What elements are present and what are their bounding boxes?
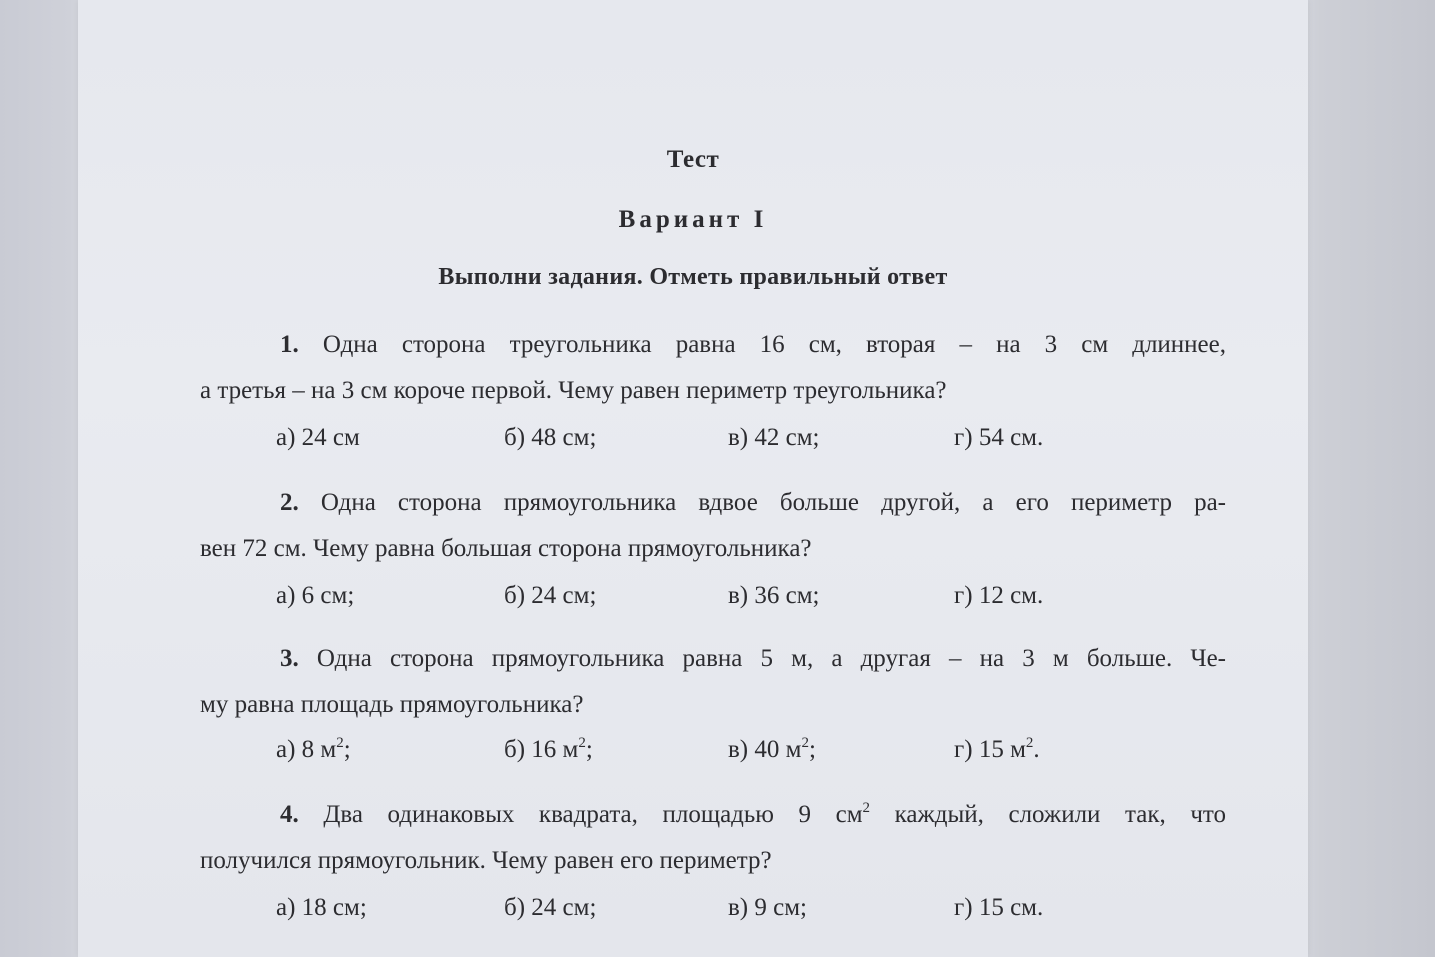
answer-option[interactable]: г) 12 см.	[954, 582, 1044, 609]
answer-option[interactable]	[954, 736, 1040, 764]
question-2-text-1: Одна сторона прямоугольника вдвое больше другой, а его периметр ра-	[320, 489, 1226, 516]
question-3-options	[276, 736, 1176, 776]
question-4-text-1b: каждый, сложили так, что	[870, 801, 1226, 828]
question-2-number: 2.	[280, 489, 299, 516]
answer-option[interactable]: г) 54 см.	[954, 424, 1044, 451]
superscript: 2	[578, 735, 586, 751]
superscript: 2	[1025, 735, 1034, 751]
answer-option[interactable]: б) 48 см;	[504, 424, 597, 451]
question-4-number: 4.	[280, 801, 299, 828]
question-1-line-1	[200, 322, 1226, 368]
answer-option[interactable]: в) 42 см;	[728, 424, 820, 451]
answer-option[interactable]	[728, 736, 816, 764]
question-2-options	[276, 582, 1176, 622]
answer-option[interactable]	[276, 736, 351, 764]
question-1-number: 1.	[280, 331, 299, 358]
variant-title: Вариант I	[618, 206, 768, 233]
superscript: 2	[336, 735, 344, 751]
answer-option[interactable]: в) 36 см;	[728, 582, 820, 609]
question-3-text-1: Одна сторона прямоугольника равна 5 м, а другая – на 3 м больше. Че-	[316, 645, 1227, 672]
question-3-text-2: му равна площадь прямоугольника?	[200, 691, 584, 718]
answer-option-text: б) 16 м	[504, 736, 579, 763]
answer-option[interactable]: а) 6 см;	[276, 582, 355, 609]
question-2-text-2: вен 72 см. Чему равна большая сторона прямоугольника?	[200, 535, 812, 562]
question-2-line-1	[200, 480, 1226, 526]
answer-option-punct: ;	[808, 736, 816, 763]
question-1-options	[276, 424, 1176, 464]
answer-option[interactable]	[504, 736, 593, 764]
question-1-text-2: а третья – на 3 см короче первой. Чему равен периметр треугольника?	[200, 377, 947, 404]
test-title: Тест	[666, 146, 720, 173]
question-4-text-1a: Два одинаковых квадрата, площадью 9 см	[323, 801, 863, 828]
answer-option[interactable]: г) 15 см.	[954, 894, 1044, 921]
question-3	[200, 636, 1226, 728]
answer-option-text: г) 15 м	[954, 736, 1026, 763]
question-3-line-1	[200, 636, 1226, 682]
answer-option[interactable]: а) 24 см	[276, 424, 360, 451]
paper-sheet	[78, 0, 1308, 957]
instruction-text: Выполни задания. Отметь правильный ответ	[438, 264, 948, 290]
question-2	[200, 480, 1226, 572]
answer-option-punct: ;	[585, 736, 593, 763]
question-1	[200, 322, 1226, 414]
question-4-line-1	[200, 792, 1226, 838]
question-3-number: 3.	[280, 645, 299, 672]
answer-option-text: в) 40 м	[728, 736, 802, 763]
question-4-text-2: получился прямоугольник. Чему равен его периметр?	[200, 847, 772, 874]
answer-option[interactable]: б) 24 см;	[504, 582, 597, 609]
superscript: 2	[801, 735, 809, 751]
answer-option[interactable]: б) 24 см;	[504, 894, 597, 921]
answer-option[interactable]: в) 9 см;	[728, 894, 807, 921]
superscript: 2	[862, 800, 871, 816]
question-1-text-1: Одна сторона треугольника равна 16 см, вторая – на 3 см длиннее,	[322, 331, 1227, 358]
question-4-options	[276, 894, 1176, 934]
answer-option-punct: .	[1033, 736, 1040, 763]
answer-option-punct: ;	[343, 736, 351, 763]
question-4	[200, 792, 1226, 884]
answer-option-text: а) 8 м	[276, 736, 337, 763]
answer-option[interactable]: а) 18 см;	[276, 894, 367, 921]
